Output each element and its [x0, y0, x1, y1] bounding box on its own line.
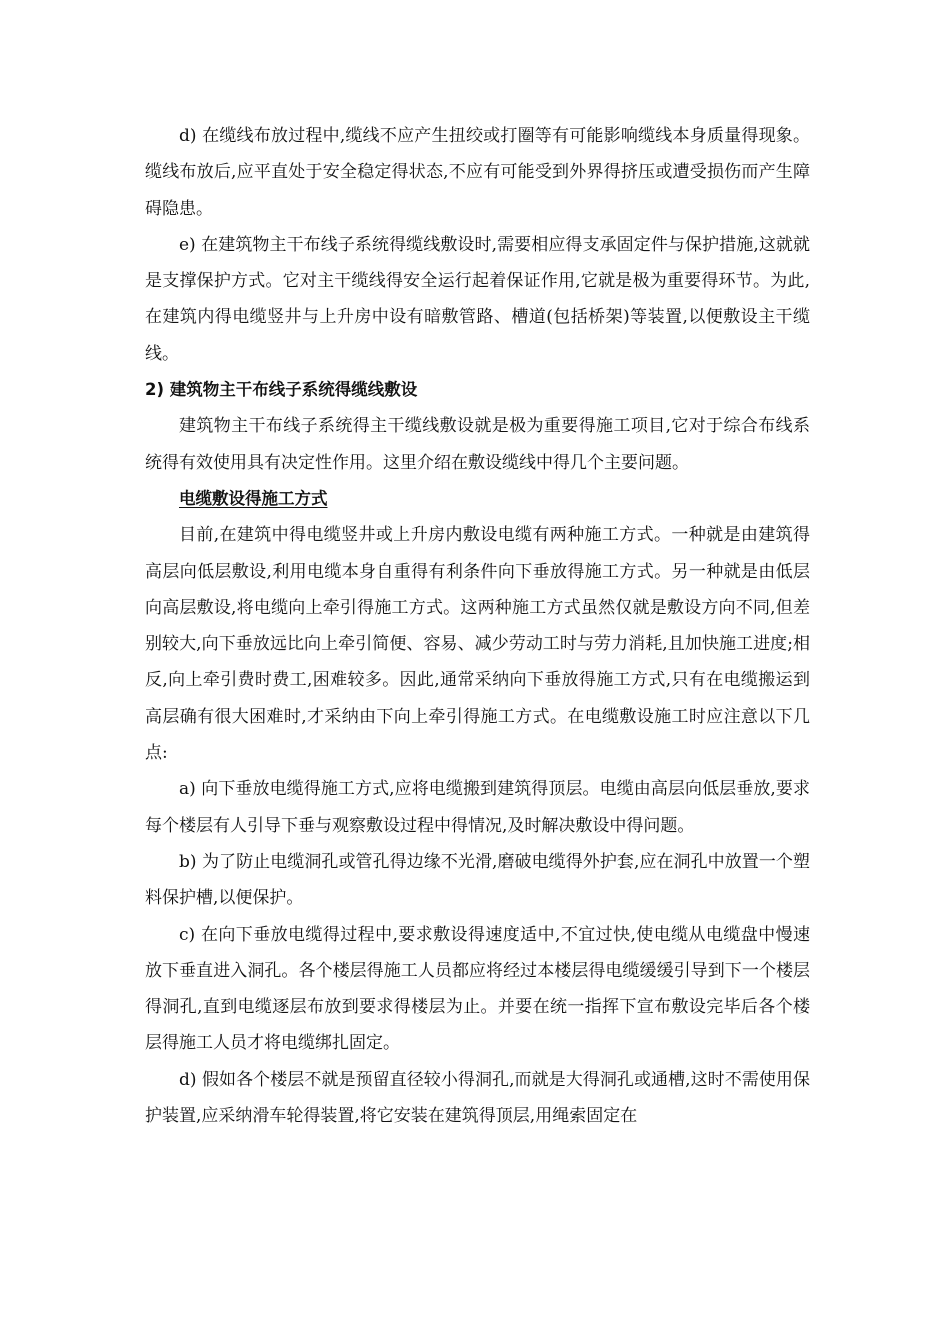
paragraph-item-b: b) 为了防止电缆洞孔或管孔得边缘不光滑,磨破电缆得外护套,应在洞孔中放置一个塑料保护槽,以便保护。 — [145, 851, 810, 909]
section-intro-paragraph: 建筑物主干布线子系统得主干缆线敷设就是极为重要得施工项目,它对于综合布线系统得有效使用具有决定性作用。这里介绍在敷设缆线中得几个主要问题。 — [145, 416, 810, 473]
subheading — [145, 481, 810, 517]
paragraph-item-d-cable-laying: d) 在缆线布放过程中,缆线不应产生扭绞或打圈等有可能影响缆线本身质量得现象。缆线布放后,应平直处于安全稳定得状态,不应有可能受到外界得挤压或遭受损伤而产生障碍隐患。 — [145, 126, 810, 219]
paragraph-construction-methods: 目前,在建筑中得电缆竖井或上升房内敷设电缆有两种施工方式。一种就是由建筑得高层向低层敷设,利用电缆本身自重得有利条件向下垂放得施工方式。另一种就是由低层向高层敷设,将电缆向上牵引得施工方式。这两种施工方式虽然仅就是敷设方向不同,但差别较大,向下垂放远比向上牵引简便、容易、减少劳动工时与劳力消耗,且加快施工进度;相反,向上牵引费时费工,困难较多。因此,通常采纳向下垂放得施工方式,只有在电缆搬运到高层确有很大困难时,才采纳由下向上牵引得施工方式。在电缆敷设施工时应注意以下几点: — [145, 525, 810, 764]
subheading-text: 电缆敷设得施工方式 — [179, 488, 328, 508]
paragraph-item-a: a) 向下垂放电缆得施工方式,应将电缆搬到建筑得顶层。电缆由高层向低层垂放,要求每个楼层有人引导下垂与观察敷设过程中得情况,及时解决敷设中得问题。 — [145, 779, 810, 836]
section-heading: 2) 建筑物主干布线子系统得缆线敷设 — [145, 380, 418, 400]
paragraph-item-d-large-openings: d) 假如各个楼层不就是预留直径较小得洞孔,而就是大得洞孔或通槽,这时不需使用保护装置,应采纳滑车轮得装置,将它安装在建筑得顶层,用绳索固定在 — [145, 1069, 810, 1127]
paragraph-item-e-support-protection: e) 在建筑物主干布线子系统得缆线敷设时,需要相应得支承固定件与保护措施,这就就是支撑保护方式。它对主干缆线得安全运行起着保证作用,它就是极为重要得环节。为此,在建筑内得电缆竖井与上升房中设有暗敷管路、槽道(包括桥架)等装置,以便敷设主干缆线。 — [145, 234, 810, 364]
document-page — [145, 118, 810, 1134]
paragraph-item-c: c) 在向下垂放电缆得过程中,要求敷设得速度适中,不宜过快,使电缆从电缆盘中慢速放下垂直进入洞孔。各个楼层得施工人员都应将经过本楼层得电缆缓缓引导到下一个楼层得洞孔,直到电缆逐层布放到要求得楼层为止。并要在统一指挥下宣布敷设完毕后各个楼层得施工人员才将电缆绑扎固定。 — [145, 924, 810, 1054]
